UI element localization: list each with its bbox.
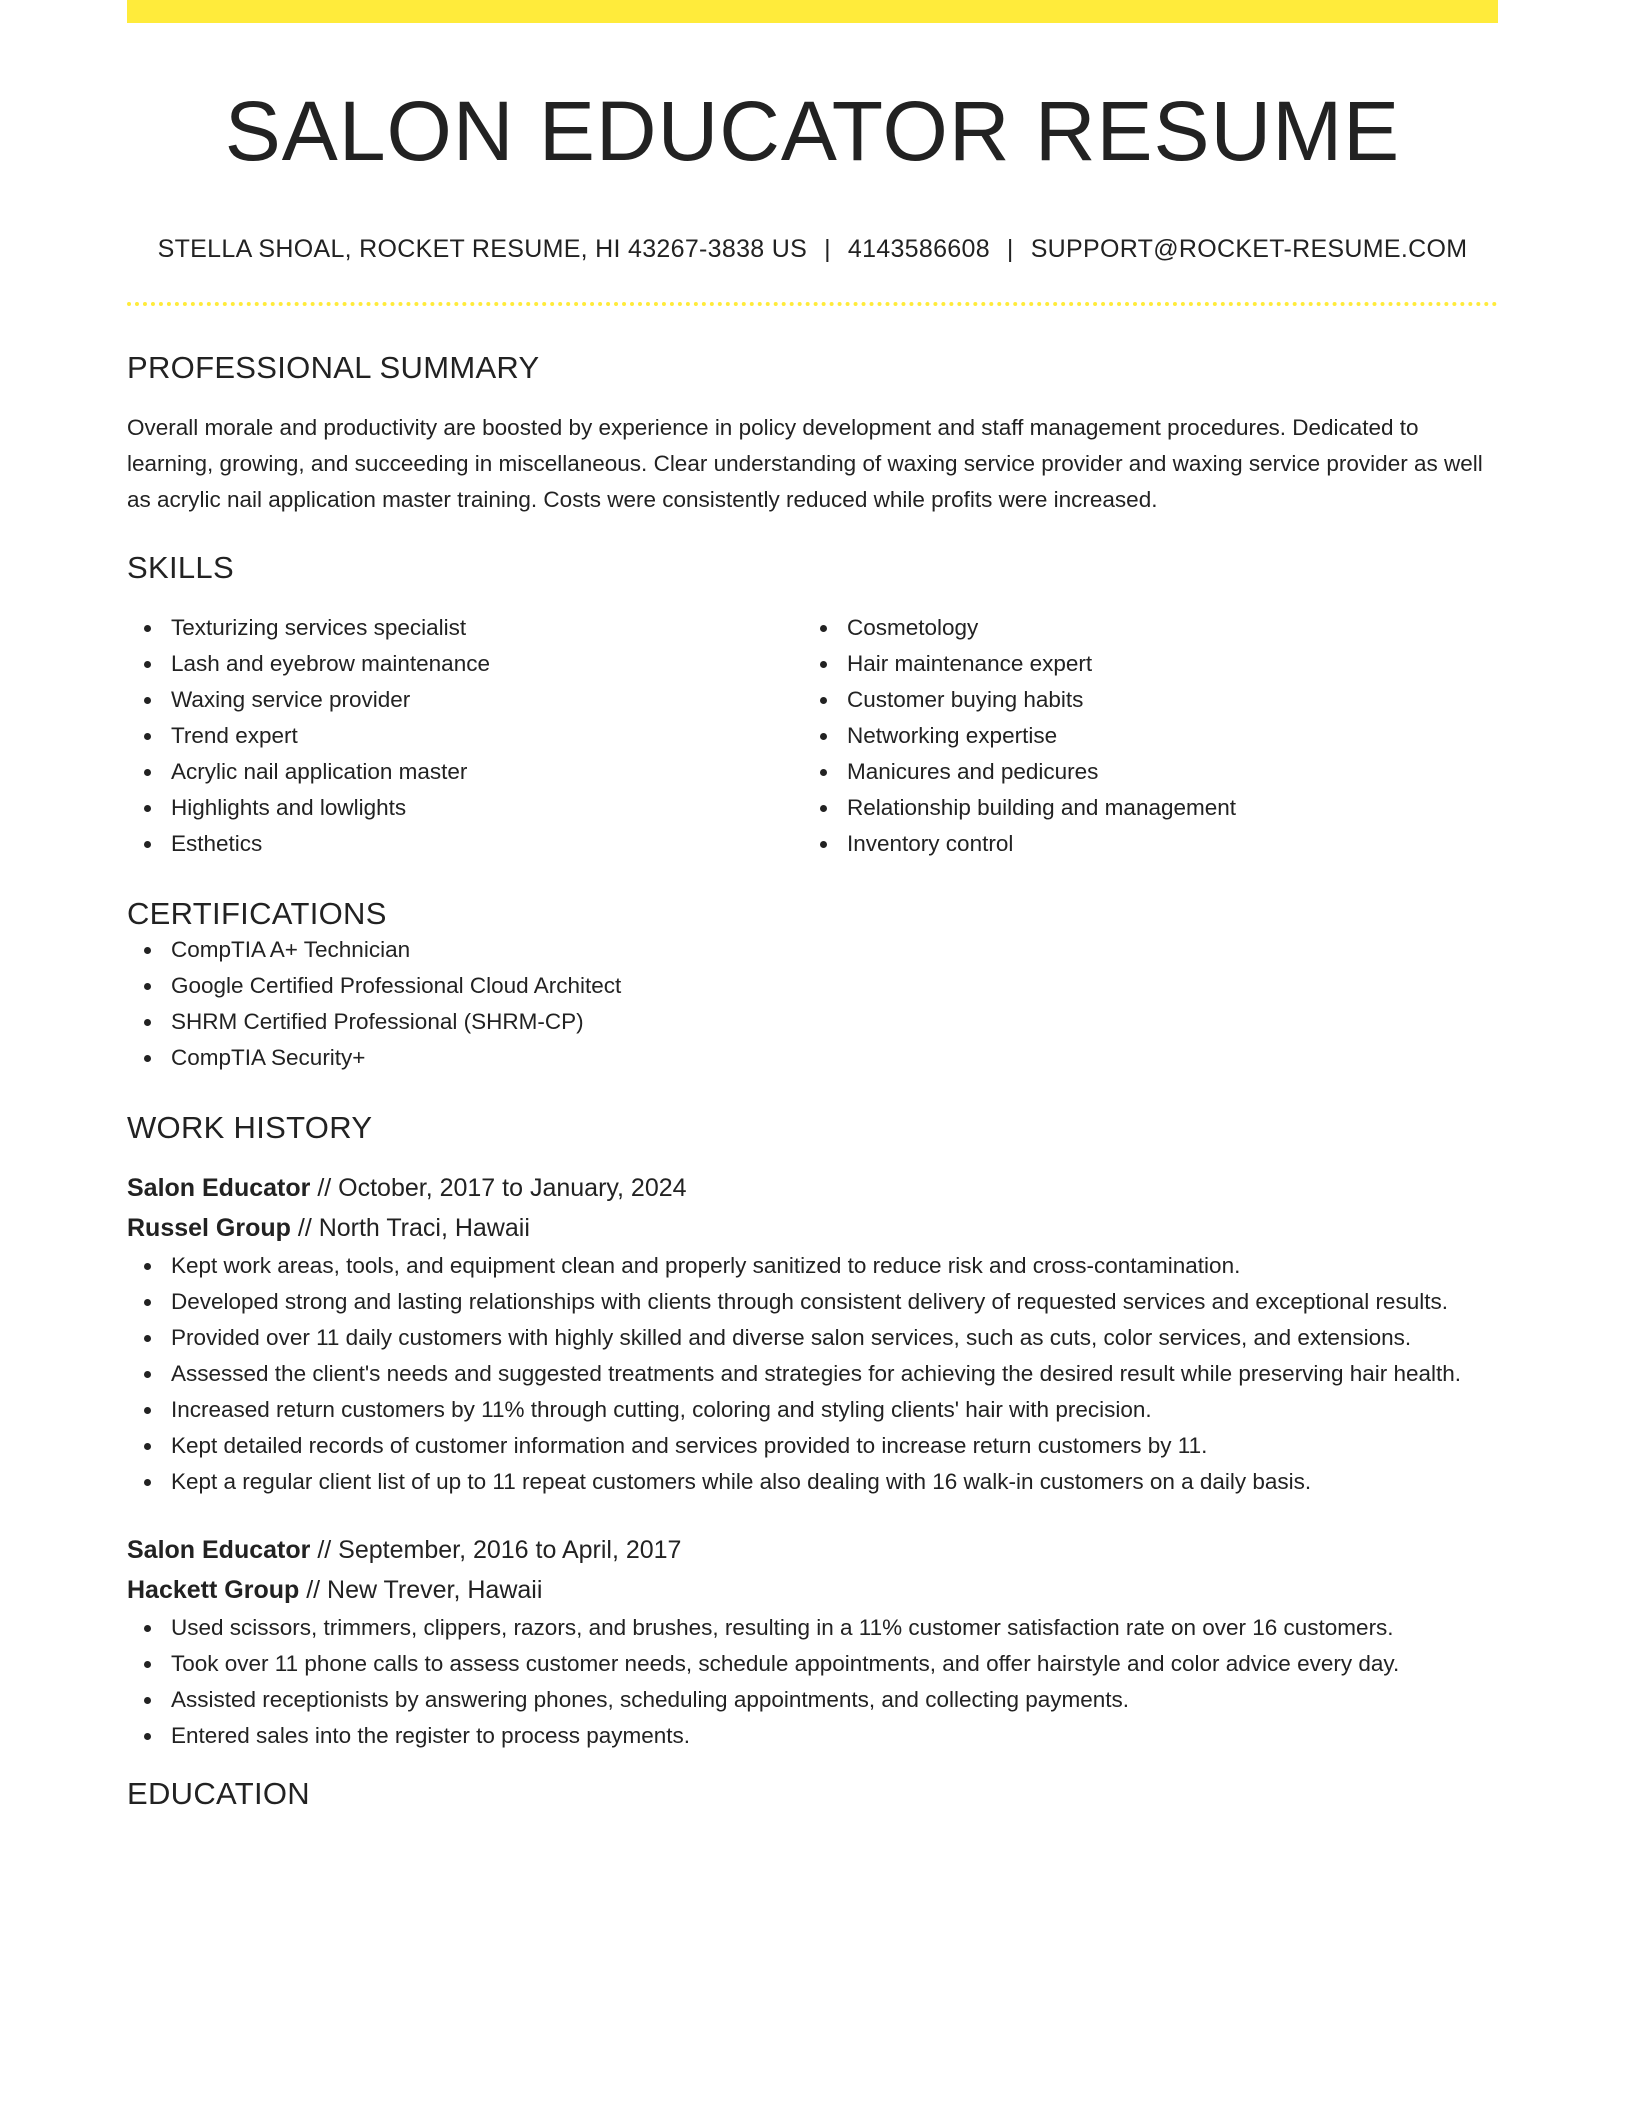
job-bullet: Kept a regular client list of up to 11 repeat customers while also dealing with 16 walk-in customers on a daily basis. (171, 1464, 1498, 1500)
contact-line (127, 235, 1498, 264)
summary-heading: PROFESSIONAL SUMMARY (127, 350, 540, 385)
job-company: Russel Group (127, 1214, 291, 1242)
skill-item: Trend expert (171, 718, 803, 754)
skill-item: Inventory control (847, 826, 1479, 862)
skill-item: Hair maintenance expert (847, 646, 1479, 682)
contact-email: SUPPORT@ROCKET-RESUME.COM (1030, 235, 1468, 263)
contact-separator: | (1006, 235, 1014, 263)
skill-item: Lash and eyebrow maintenance (171, 646, 803, 682)
job-title-line (127, 1168, 1498, 1208)
certifications-list (127, 932, 1498, 1076)
skill-item: Highlights and lowlights (171, 790, 803, 826)
job-bullet: Used scissors, trimmers, clippers, razors, and brushes, resulting in a 11% customer satisfaction rate on over 16 customers. (171, 1610, 1498, 1646)
job-bullet: Developed strong and lasting relationships with clients through consistent delivery of requested services and exceptional results. (171, 1284, 1498, 1320)
education-heading: EDUCATION (127, 1776, 310, 1811)
skills-list-left (127, 610, 803, 862)
certifications-heading: CERTIFICATIONS (127, 896, 387, 931)
job-bullets (127, 1248, 1498, 1500)
job-title: Salon Educator (127, 1174, 311, 1202)
job-bullet: Assessed the client's needs and suggested treatments and strategies for achieving the desired result while preserving hair health. (171, 1356, 1498, 1392)
skills-grid (127, 610, 1498, 862)
job-bullet: Entered sales into the register to process payments. (171, 1718, 1498, 1754)
job-entry (127, 1168, 1498, 1500)
skill-item: Esthetics (171, 826, 803, 862)
certification-item: CompTIA A+ Technician (171, 932, 1498, 968)
job-bullet: Kept detailed records of customer information and services provided to increase return customers by 11. (171, 1428, 1498, 1464)
job-dates: // September, 2016 to April, 2017 (310, 1536, 682, 1564)
skill-item: Waxing service provider (171, 682, 803, 718)
resume-title: SALON EDUCATOR RESUME (224, 84, 1401, 178)
certification-item: Google Certified Professional Cloud Architect (171, 968, 1498, 1004)
contact-phone: 4143586608 (847, 235, 990, 263)
skill-item: Texturizing services specialist (171, 610, 803, 646)
skill-item: Customer buying habits (847, 682, 1479, 718)
job-company-line (127, 1570, 1498, 1610)
job-title-line (127, 1530, 1498, 1570)
contact-address: STELLA SHOAL, ROCKET RESUME, HI 43267-3838 US (157, 235, 808, 263)
skills-list-right (803, 610, 1479, 862)
job-dates: // October, 2017 to January, 2024 (310, 1174, 687, 1202)
job-bullets (127, 1610, 1498, 1754)
accent-top-bar (127, 0, 1498, 23)
job-bullet: Provided over 11 daily customers with highly skilled and diverse salon services, such as cuts, color services, and extensions. (171, 1320, 1498, 1356)
skill-item: Manicures and pedicures (847, 754, 1479, 790)
job-location: // North Traci, Hawaii (290, 1214, 530, 1242)
certification-item: SHRM Certified Professional (SHRM-CP) (171, 1004, 1498, 1040)
dotted-divider (127, 302, 1498, 306)
job-title: Salon Educator (127, 1536, 311, 1564)
resume-page (127, 0, 1498, 1812)
job-company-line (127, 1208, 1498, 1248)
job-bullet: Kept work areas, tools, and equipment clean and properly sanitized to reduce risk and cross-contamination. (171, 1248, 1498, 1284)
work-history-heading: WORK HISTORY (127, 1110, 373, 1145)
job-location: // New Trever, Hawaii (299, 1576, 543, 1604)
skill-item: Networking expertise (847, 718, 1479, 754)
contact-separator: | (824, 235, 831, 263)
skills-column-left (127, 610, 803, 862)
summary-text: Overall morale and productivity are boosted by experience in policy development and staff management procedures. Dedicated to learning, growing, and succeeding in miscellaneous. Clear understanding of waxing service provider and waxing service provider as well as acrylic nail application master training. Costs were consistently reduced while profits were increased. (127, 415, 1483, 512)
skills-heading: SKILLS (127, 550, 234, 585)
job-bullet: Took over 11 phone calls to assess customer needs, schedule appointments, and offer hairstyle and color advice every day. (171, 1646, 1498, 1682)
skill-item: Cosmetology (847, 610, 1479, 646)
job-bullet: Increased return customers by 11% through cutting, coloring and styling clients' hair with precision. (171, 1392, 1498, 1428)
job-company: Hackett Group (127, 1576, 300, 1604)
skill-item: Acrylic nail application master (171, 754, 803, 790)
skills-column-right (803, 610, 1479, 862)
job-bullet: Assisted receptionists by answering phones, scheduling appointments, and collecting payments. (171, 1682, 1498, 1718)
certification-item: CompTIA Security+ (171, 1040, 1498, 1076)
skill-item: Relationship building and management (847, 790, 1479, 826)
job-entry (127, 1530, 1498, 1754)
